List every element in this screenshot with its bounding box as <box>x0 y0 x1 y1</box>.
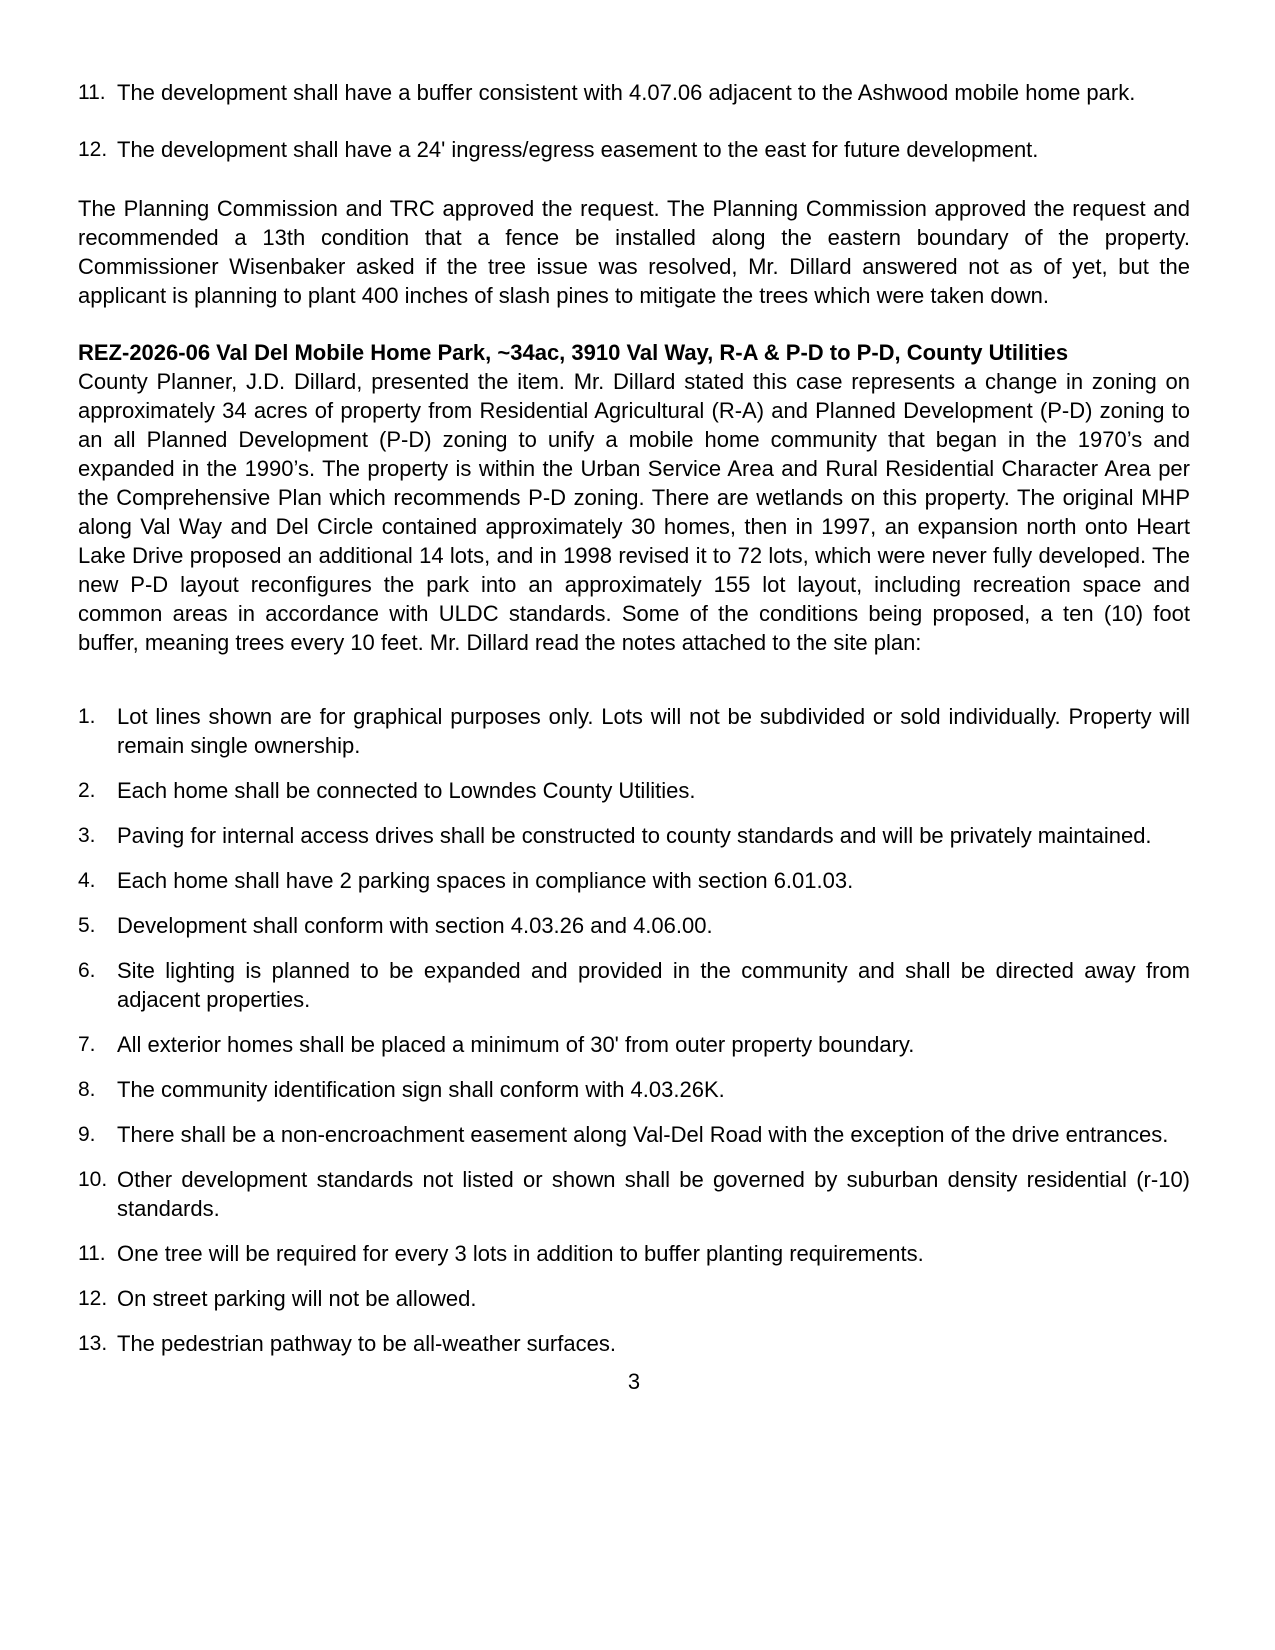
note-item-8 <box>78 1075 1190 1104</box>
condition-text: The development shall have a 24' ingress/egress easement to the east for future development. <box>117 137 1039 162</box>
case-description: County Planner, J.D. Dillard, presented the item. Mr. Dillard stated this case represents a change in zoning on approximately 34 acres of property from Residential Agricultural (R-A) and Planned Development (P-D) zoning to an all Planned Development (P-D) zoning to unify a mobile home community that began in the 1970’s and expanded in the 1990’s. The property is within the Urban Service Area and Rural Residential Character Area per the Comprehensive Plan which recommends P-D zoning. There are wetlands on this property. The original MHP along Val Way and Del Circle contained approximately 30 homes, then in 1997, an expansion north onto Heart Lake Drive proposed an additional 14 lots, and in 1998 revised it to 72 lots, which were never fully developed. The new P-D layout reconfigures the park into an approximately 155 lot layout, including recreation space and common areas in accordance with ULDC standards. Some of the conditions being proposed, a ten (10) foot buffer, meaning trees every 10 feet. Mr. Dillard read the notes attached to the site plan: <box>78 369 1190 655</box>
condition-text: The development shall have a buffer consistent with 4.07.06 adjacent to the Ashwood mobile home park. <box>117 80 1136 105</box>
list-number: 13. <box>78 1332 108 1355</box>
list-number: 12. <box>78 138 108 161</box>
note-text: Lot lines shown are for graphical purposes only. Lots will not be subdivided or sold individually. Property will remain single ownership. <box>117 704 1190 758</box>
conditions-list-continued <box>78 78 1190 164</box>
list-number: 1. <box>78 705 96 728</box>
note-item-12 <box>78 1284 1190 1313</box>
list-number: 9. <box>78 1123 96 1146</box>
note-text: One tree will be required for every 3 lots in addition to buffer planting requirements. <box>117 1241 924 1266</box>
list-number: 8. <box>78 1078 96 1101</box>
note-text: Development shall conform with section 4.03.26 and 4.06.00. <box>117 913 713 938</box>
list-number: 10. <box>78 1168 108 1191</box>
list-number: 2. <box>78 779 96 802</box>
note-text: Other development standards not listed or shown shall be governed by suburban density residential (r-10) standards. <box>117 1167 1190 1221</box>
note-item-11 <box>78 1239 1190 1268</box>
commission-decision-paragraph: The Planning Commission and TRC approved the request. The Planning Commission approved the request and recommended a 13th condition that a fence be installed along the eastern boundary of the property. Commissioner Wisenbaker asked if the tree issue was resolved, Mr. Dillard answered not as of yet, but the applicant is planning to plant 400 inches of slash pines to mitigate the trees which were taken down. <box>78 196 1190 308</box>
list-number: 5. <box>78 914 96 937</box>
rezoning-case-section <box>78 338 1190 657</box>
note-item-1 <box>78 702 1190 760</box>
note-item-13 <box>78 1329 1190 1358</box>
note-item-2 <box>78 776 1190 805</box>
note-item-10 <box>78 1165 1190 1223</box>
note-text: All exterior homes shall be placed a minimum of 30' from outer property boundary. <box>117 1032 915 1057</box>
page-number: 3 <box>627 1369 641 1394</box>
site-plan-notes-list <box>78 702 1190 1358</box>
note-item-9 <box>78 1120 1190 1149</box>
list-number: 12. <box>78 1287 108 1310</box>
condition-item-12 <box>78 135 1190 164</box>
list-number: 4. <box>78 869 96 892</box>
note-item-3 <box>78 821 1190 850</box>
note-item-5 <box>78 911 1190 940</box>
note-text: Each home shall be connected to Lowndes County Utilities. <box>117 778 696 803</box>
note-text: There shall be a non-encroachment easement along Val-Del Road with the exception of the drive entrances. <box>117 1122 1169 1147</box>
note-item-6 <box>78 956 1190 1014</box>
note-text: The community identification sign shall conform with 4.03.26K. <box>117 1077 725 1102</box>
note-item-4 <box>78 866 1190 895</box>
list-number: 11. <box>78 1242 106 1265</box>
list-number: 7. <box>78 1033 96 1056</box>
note-text: On street parking will not be allowed. <box>117 1286 477 1311</box>
page-content <box>78 78 1190 1396</box>
list-number: 3. <box>78 824 96 847</box>
note-text: Site lighting is planned to be expanded and provided in the community and shall be directed away from adjacent properties. <box>117 958 1190 1012</box>
list-number: 11. <box>78 81 106 104</box>
note-text: Paving for internal access drives shall be constructed to county standards and will be privately maintained. <box>117 823 1152 848</box>
list-number: 6. <box>78 959 96 982</box>
note-text: Each home shall have 2 parking spaces in compliance with section 6.01.03. <box>117 868 854 893</box>
note-item-7 <box>78 1030 1190 1059</box>
note-text: The pedestrian pathway to be all-weather surfaces. <box>117 1331 616 1356</box>
condition-item-11 <box>78 78 1190 107</box>
case-heading: REZ-2026-06 Val Del Mobile Home Park, ~34ac, 3910 Val Way, R-A & P-D to P-D, County Utilities <box>78 340 1069 365</box>
